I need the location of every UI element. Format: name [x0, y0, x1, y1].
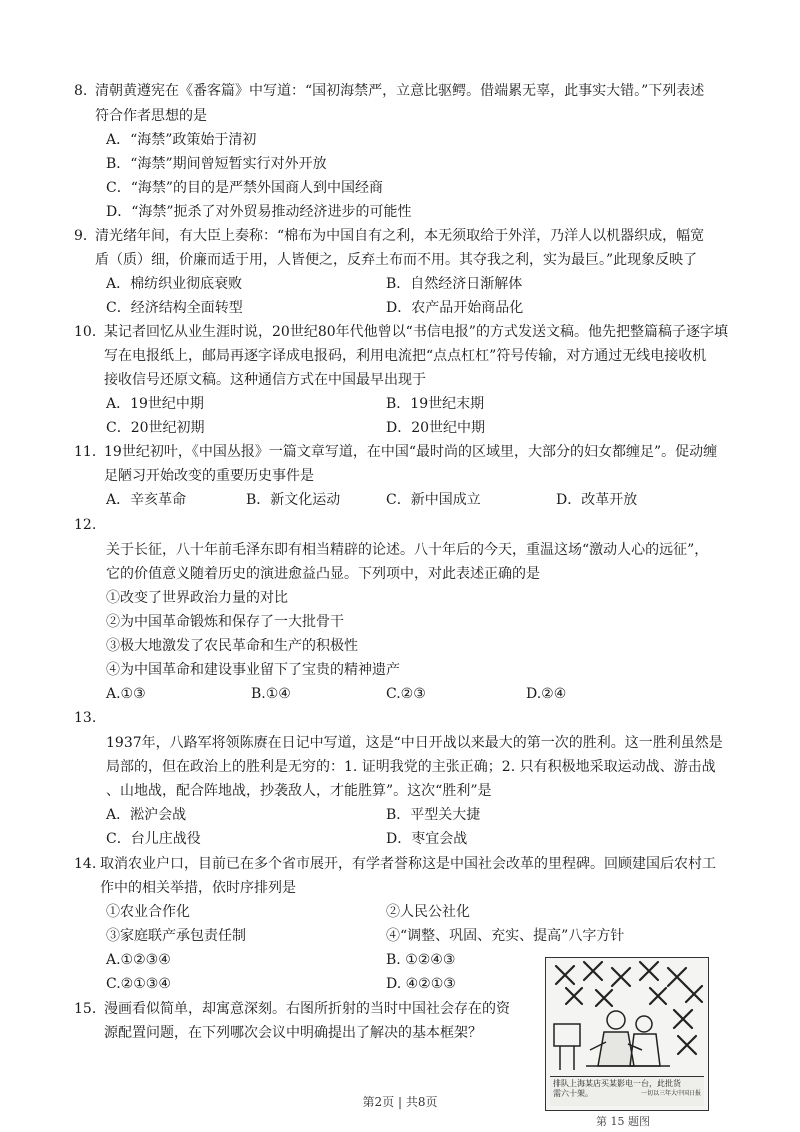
statement-1: ①改变了世界政治力量的对比	[106, 590, 288, 606]
cartoon-drawing	[546, 958, 708, 1078]
question-number: 14.	[74, 856, 97, 872]
option-a: A．淞沪会战	[106, 807, 187, 823]
question-stem: 清光绪年间，有大臣上奏称：“棉布为中国自有之利，本无须取给于外洋，乃洋人以机器织成，幅宽	[95, 228, 705, 244]
question-number: 15．	[74, 1001, 106, 1017]
question-stem: 1937年，八路军将领陈赓在日记中写道，这是“中日开战以来最大的第一次的胜利。这一胜利虽然是	[106, 735, 723, 751]
question-stem: 局部的，但在政治上的胜利是无穷的：1. 证明我党的主张正确；2. 只有积极地采取运动战、游击战	[106, 759, 716, 775]
question-stem: 它的价值意义随着历史的演进愈益凸显。下列项中，对此表述正确的是	[106, 566, 540, 582]
page-footer: 第2页 | 共8页	[362, 1095, 438, 1109]
question-number: 10．	[74, 324, 106, 340]
question-stem: 漫画看似简单，却寓意深刻。右图所折射的当时中国社会存在的资	[104, 1001, 510, 1017]
option-d: D．农产品开始商品化	[386, 300, 524, 316]
option-a: A．“海禁”政策始于清初	[106, 132, 257, 148]
statement-3: ③极大地激发了农民革命和生产的积极性	[106, 638, 358, 654]
cartoon-figure	[545, 957, 709, 1111]
question-number: 12.	[74, 517, 97, 533]
option-c: C．经济结构全面转型	[106, 300, 243, 316]
statement-4: ④为中国革命和建设事业留下了宝贵的精神遗产	[106, 662, 400, 678]
option-a: A．辛亥革命	[106, 492, 187, 508]
option-b: B.①④	[251, 686, 291, 702]
question-stem: 取消农业户口，目前已在多个省市展开，有学者誉称这是中国社会改革的里程碑。回顾建国后农村工	[100, 856, 716, 872]
question-number: 8.	[74, 83, 88, 99]
option-a: A．棉纺织业彻底衰败	[106, 276, 243, 292]
question-number: 11．	[74, 444, 106, 460]
question-stem: 盾（质）细，价廉而适于用，人皆便之，反弃土布而不用。其夺我之利，实为最巨。”此现象反映了	[95, 252, 698, 268]
option-b: B．19世纪末期	[386, 396, 485, 412]
statement-2: ②人民公社化	[386, 904, 470, 920]
option-c: C．台儿庄战役	[106, 831, 201, 847]
option-a: A.①③	[106, 686, 146, 702]
option-c: C．“海禁”的目的是严禁外国商人到中国经商	[106, 180, 384, 196]
option-c: C.②①③④	[106, 976, 171, 992]
option-b: B．“海禁”期间曾短暂实行对外开放	[106, 156, 327, 172]
statement-2: ②为中国革命锻炼和保存了一大批骨干	[106, 614, 344, 630]
question-stem: 源配置问题，在下列哪次会议中明确提出了解决的基本框架？	[104, 1025, 482, 1041]
option-b: B．自然经济日渐解体	[386, 276, 523, 292]
option-b: B. ①②④③	[386, 952, 456, 968]
option-c: C.②③	[386, 686, 426, 702]
question-stem: 作中的相关举措，依时序排列是	[100, 880, 296, 896]
statement-3: ③家庭联产承包责任制	[106, 928, 246, 944]
question-stem: 写在电报纸上，邮局再逐字译成电报码，利用电流把“点点杠杠”符号传输，对方通过无线电接收机	[104, 348, 707, 364]
question-number: 13.	[74, 710, 97, 726]
option-b: B．平型关大捷	[386, 807, 481, 823]
option-d: D. ④②①③	[386, 976, 456, 992]
question-stem: 关于长征，八十年前毛泽东即有相当精辟的论述。八十年后的今天，重温这场“激动人心的远征”，	[106, 542, 709, 558]
cartoon-caption-line: 需六十架。	[553, 1089, 593, 1098]
option-b: B．新文化运动	[246, 492, 341, 508]
cartoon-caption-source: 一切以三年大中国日报	[640, 1090, 701, 1097]
option-a: A.①②③④	[106, 952, 171, 968]
option-d: D．“海禁”扼杀了对外贸易推动经济进步的可能性	[106, 204, 412, 220]
question-stem: 、山地战，配合阵地战，抄袭敌人，才能胜算”。这次“胜利”是	[106, 783, 492, 799]
option-d: D．枣宜会战	[386, 831, 468, 847]
question-number: 9．	[74, 228, 97, 244]
question-stem: 某记者回忆从业生涯时说，20世纪80年代他曾以“书信电报”的方式发送文稿。他先把整篇稿子逐字填	[104, 324, 728, 340]
cartoon-caption-line: 排队上海某店买某影电一台，此批货	[553, 1079, 681, 1088]
question-stem: 足陋习开始改变的重要历史事件是	[104, 468, 314, 484]
option-d: D.②④	[526, 686, 567, 702]
option-a: A．19世纪中期	[106, 396, 204, 412]
statement-4: ④“调整、巩固、充实、提高”八字方针	[386, 928, 625, 944]
question-stem: 清朝黄遵宪在《番客篇》中写道：“国初海禁严，立意比驱鳄。借端累无辜，此事实大错。”下列表述	[95, 83, 705, 99]
question-stem: 19世纪初叶，《中国丛报》一篇文章写道，在中国“最时尚的区域里，大部分的妇女都缠足”。促动缠	[104, 444, 718, 460]
option-c: C．20世纪初期	[106, 420, 205, 436]
question-stem: 接收信号还原文稿。这种通信方式在中国最早出现于	[104, 372, 426, 388]
question-stem: 符合作者思想的是	[95, 108, 207, 124]
option-d: D．改革开放	[556, 492, 638, 508]
option-c: C．新中国成立	[386, 492, 481, 508]
statement-1: ①农业合作化	[106, 904, 190, 920]
figure-label: 第 15 题图	[596, 1115, 650, 1128]
option-d: D．20世纪中期	[386, 420, 486, 436]
